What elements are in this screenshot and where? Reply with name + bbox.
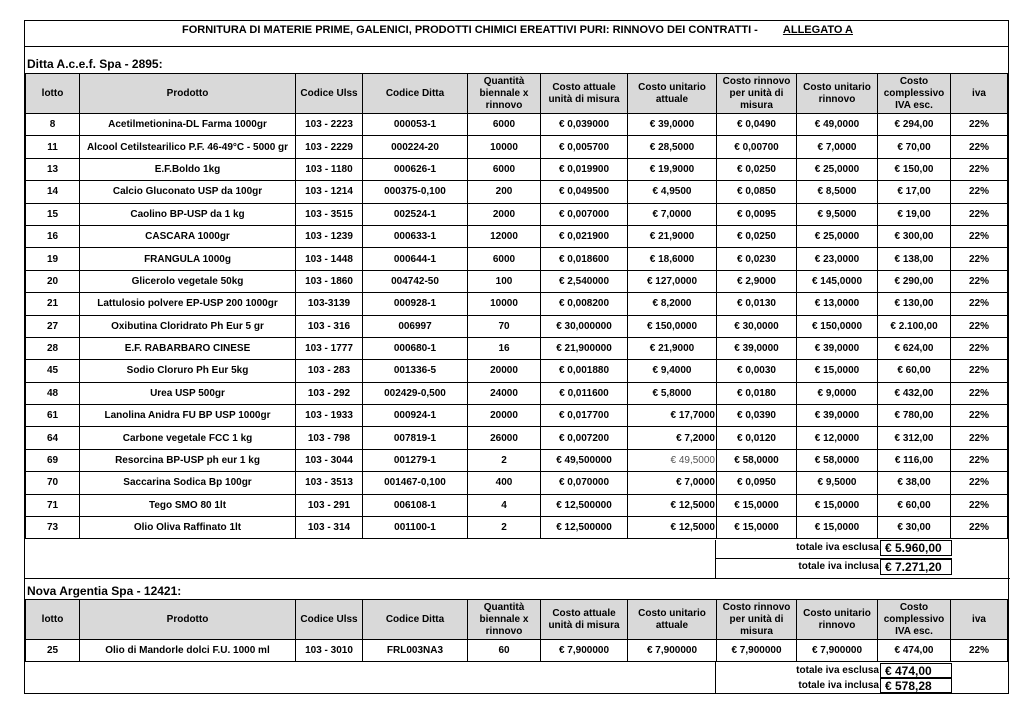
cell-costo-complessivo: € 312,00 xyxy=(878,427,951,449)
cell-costo-attuale-um: € 0,008200 xyxy=(541,293,628,315)
cell-costo-attuale-um: € 0,021900 xyxy=(541,225,628,247)
cell-costo-unitario-attuale: € 8,2000 xyxy=(628,293,717,315)
column-header-codice-ditta: Codice Ditta xyxy=(363,600,468,640)
table-row xyxy=(26,293,1008,315)
table-body xyxy=(26,640,1008,662)
title-text: FORNITURA DI MATERIE PRIME, GALENICI, PRODOTTI CHIMICI EREATTIVI PURI: RINNOVO DEI CONTRATTI - xyxy=(181,24,758,36)
cell-costo-complessivo: € 624,00 xyxy=(878,337,951,359)
document-frame xyxy=(24,20,1009,694)
cell-costo-unitario-attuale: € 7,900000 xyxy=(628,640,717,662)
cell-costo-unitario-attuale: € 12,5000 xyxy=(628,517,717,539)
cell-lotto: 70 xyxy=(26,472,80,494)
cell-costo-attuale-um: € 0,011600 xyxy=(541,382,628,404)
cell-costo-complessivo: € 38,00 xyxy=(878,472,951,494)
cell-prodotto: E.F.Boldo 1kg xyxy=(80,158,296,180)
table-row xyxy=(26,270,1008,292)
cell-costo-complessivo: € 150,00 xyxy=(878,158,951,180)
cell-costo-unitario-rinnovo: € 7,0000 xyxy=(797,136,878,158)
total-incl-value: € 578,28 xyxy=(880,678,952,693)
cell-costo-rinnovo-um: € 0,0030 xyxy=(717,360,797,382)
cell-costo-unitario-rinnovo: € 39,0000 xyxy=(797,337,878,359)
cell-prodotto: Lattulosio polvere EP-USP 200 1000gr xyxy=(80,293,296,315)
cell-prodotto: Tego SMO 80 1lt xyxy=(80,494,296,516)
cell-lotto: 20 xyxy=(26,270,80,292)
column-header-codice-ulss: Codice Ulss xyxy=(296,600,363,640)
cell-costo-complessivo: € 2.100,00 xyxy=(878,315,951,337)
cell-costo-complessivo: € 70,00 xyxy=(878,136,951,158)
cell-prodotto: Oxibutina Cloridrato Ph Eur 5 gr xyxy=(80,315,296,337)
cell-costo-unitario-rinnovo: € 9,0000 xyxy=(797,382,878,404)
cell-costo-rinnovo-um: € 0,0250 xyxy=(717,158,797,180)
cell-codice-ditta: 006997 xyxy=(363,315,468,337)
cell-costo-complessivo: € 60,00 xyxy=(878,494,951,516)
cell-iva: 22% xyxy=(951,427,1008,449)
cell-costo-rinnovo-um: € 0,00700 xyxy=(717,136,797,158)
cell-costo-unitario-rinnovo: € 9,5000 xyxy=(797,472,878,494)
column-header-costo-unitario-attuale: Costo unitario attuale xyxy=(628,600,717,640)
cell-iva: 22% xyxy=(951,494,1008,516)
cell-codice-ulss: 103 - 1860 xyxy=(296,270,363,292)
cell-codice-ditta: 000680-1 xyxy=(363,337,468,359)
cell-codice-ulss: 103 - 3515 xyxy=(296,203,363,225)
totals-left-rule xyxy=(715,662,716,694)
cell-iva: 22% xyxy=(951,449,1008,471)
cell-costo-unitario-rinnovo: € 25,0000 xyxy=(797,225,878,247)
cell-quantita: 100 xyxy=(468,270,541,292)
table-row xyxy=(26,449,1008,471)
cell-costo-attuale-um: € 0,019900 xyxy=(541,158,628,180)
cell-iva: 22% xyxy=(951,158,1008,180)
section-divider xyxy=(25,578,1010,579)
totals-divider xyxy=(715,558,952,559)
cell-iva: 22% xyxy=(951,203,1008,225)
table-row xyxy=(26,494,1008,516)
allegato-label: ALLEGATO A xyxy=(782,24,853,36)
column-header-costo-complessivo: Costo complessivo IVA esc. xyxy=(878,600,951,640)
column-header-quantita: Quantità biennale x rinnovo xyxy=(468,74,541,114)
cell-lotto: 13 xyxy=(26,158,80,180)
table-row xyxy=(26,225,1008,247)
cell-costo-attuale-um: € 0,049500 xyxy=(541,181,628,203)
cell-codice-ulss: 103 - 1448 xyxy=(296,248,363,270)
cell-costo-rinnovo-um: € 0,0095 xyxy=(717,203,797,225)
cell-costo-unitario-attuale: € 21,9000 xyxy=(628,337,717,359)
cell-costo-unitario-attuale: € 7,0000 xyxy=(628,472,717,494)
cell-prodotto: Sodio Cloruro Ph Eur 5kg xyxy=(80,360,296,382)
cell-codice-ulss: 103 - 3513 xyxy=(296,472,363,494)
cell-costo-unitario-rinnovo: € 15,0000 xyxy=(797,360,878,382)
table-header-row xyxy=(26,600,1008,640)
cell-costo-attuale-um: € 0,001880 xyxy=(541,360,628,382)
cell-iva: 22% xyxy=(951,337,1008,359)
cell-codice-ulss: 103 - 292 xyxy=(296,382,363,404)
cell-costo-attuale-um: € 0,007000 xyxy=(541,203,628,225)
cell-lotto: 61 xyxy=(26,405,80,427)
cell-codice-ulss: 103 - 1777 xyxy=(296,337,363,359)
column-header-prodotto: Prodotto xyxy=(80,74,296,114)
cell-costo-unitario-rinnovo: € 25,0000 xyxy=(797,158,878,180)
total-excl-value: € 474,00 xyxy=(880,663,952,678)
cell-costo-complessivo: € 300,00 xyxy=(878,225,951,247)
totals-left-rule xyxy=(715,540,716,578)
cell-codice-ditta: FRL003NA3 xyxy=(363,640,468,662)
cell-costo-complessivo: € 60,00 xyxy=(878,360,951,382)
cell-costo-unitario-rinnovo: € 49,0000 xyxy=(797,114,878,136)
cell-prodotto: Saccarina Sodica Bp 100gr xyxy=(80,472,296,494)
table-row xyxy=(26,158,1008,180)
cell-quantita: 400 xyxy=(468,472,541,494)
cell-costo-complessivo: € 19,00 xyxy=(878,203,951,225)
cell-codice-ditta: 000375-0,100 xyxy=(363,181,468,203)
cell-costo-rinnovo-um: € 30,0000 xyxy=(717,315,797,337)
column-header-costo-attuale-um: Costo attuale unità di misura xyxy=(541,600,628,640)
column-header-codice-ditta: Codice Ditta xyxy=(363,74,468,114)
cell-quantita: 4 xyxy=(468,494,541,516)
cell-costo-unitario-attuale: € 12,5000 xyxy=(628,494,717,516)
cell-costo-unitario-rinnovo: € 15,0000 xyxy=(797,517,878,539)
cell-codice-ulss: 103 - 2229 xyxy=(296,136,363,158)
cell-costo-unitario-rinnovo: € 15,0000 xyxy=(797,494,878,516)
cell-costo-unitario-attuale: € 17,7000 xyxy=(628,405,717,427)
cell-codice-ditta: 002524-1 xyxy=(363,203,468,225)
total-incl-label: totale iva inclusa xyxy=(798,680,879,691)
table-body xyxy=(26,114,1008,539)
cell-codice-ulss: 103 - 1180 xyxy=(296,158,363,180)
cell-iva: 22% xyxy=(951,472,1008,494)
cell-quantita: 26000 xyxy=(468,427,541,449)
document-title xyxy=(25,24,1010,36)
cell-codice-ulss: 103 - 3044 xyxy=(296,449,363,471)
cell-quantita: 200 xyxy=(468,181,541,203)
cell-iva: 22% xyxy=(951,293,1008,315)
cell-costo-attuale-um: € 7,900000 xyxy=(541,640,628,662)
cell-costo-unitario-rinnovo: € 39,0000 xyxy=(797,405,878,427)
cell-prodotto: Olio di Mandorle dolci F.U. 1000 ml xyxy=(80,640,296,662)
cell-costo-rinnovo-um: € 15,0000 xyxy=(717,517,797,539)
cell-costo-rinnovo-um: € 0,0390 xyxy=(717,405,797,427)
cell-codice-ditta: 001100-1 xyxy=(363,517,468,539)
cell-codice-ditta: 001467-0,100 xyxy=(363,472,468,494)
column-header-costo-rinnovo-um: Costo rinnovo per unità di misura xyxy=(717,600,797,640)
cell-costo-unitario-rinnovo: € 8,5000 xyxy=(797,181,878,203)
table-row xyxy=(26,203,1008,225)
cell-costo-attuale-um: € 12,500000 xyxy=(541,494,628,516)
cell-costo-rinnovo-um: € 0,0180 xyxy=(717,382,797,404)
cell-costo-rinnovo-um: € 15,0000 xyxy=(717,494,797,516)
column-header-iva: iva xyxy=(951,74,1008,114)
cell-quantita: 24000 xyxy=(468,382,541,404)
table-row xyxy=(26,181,1008,203)
cell-codice-ulss: 103 - 1214 xyxy=(296,181,363,203)
cell-prodotto: CASCARA 1000gr xyxy=(80,225,296,247)
table-row xyxy=(26,427,1008,449)
cell-prodotto: Olio Oliva Raffinato 1lt xyxy=(80,517,296,539)
table-row xyxy=(26,405,1008,427)
cell-costo-rinnovo-um: € 0,0120 xyxy=(717,427,797,449)
cell-lotto: 48 xyxy=(26,382,80,404)
column-header-quantita: Quantità biennale x rinnovo xyxy=(468,600,541,640)
cell-costo-rinnovo-um: € 0,0490 xyxy=(717,114,797,136)
cell-quantita: 6000 xyxy=(468,158,541,180)
cell-costo-complessivo: € 294,00 xyxy=(878,114,951,136)
cell-lotto: 11 xyxy=(26,136,80,158)
cell-costo-unitario-attuale: € 39,0000 xyxy=(628,114,717,136)
cell-costo-attuale-um: € 0,017700 xyxy=(541,405,628,427)
products-table-acef xyxy=(25,73,1008,539)
cell-costo-unitario-attuale: € 5,8000 xyxy=(628,382,717,404)
total-excl-label: totale iva esclusa xyxy=(796,542,879,553)
cell-codice-ulss: 103 - 1239 xyxy=(296,225,363,247)
cell-costo-unitario-attuale: € 19,9000 xyxy=(628,158,717,180)
cell-codice-ulss: 103 - 798 xyxy=(296,427,363,449)
cell-costo-unitario-rinnovo: € 23,0000 xyxy=(797,248,878,270)
cell-iva: 22% xyxy=(951,360,1008,382)
cell-costo-unitario-rinnovo: € 58,0000 xyxy=(797,449,878,471)
cell-costo-unitario-attuale: € 21,9000 xyxy=(628,225,717,247)
cell-iva: 22% xyxy=(951,382,1008,404)
cell-codice-ulss: 103 - 283 xyxy=(296,360,363,382)
cell-quantita: 2000 xyxy=(468,203,541,225)
cell-costo-unitario-attuale: € 7,0000 xyxy=(628,203,717,225)
cell-prodotto: Lanolina Anidra FU BP USP 1000gr xyxy=(80,405,296,427)
cell-costo-attuale-um: € 49,500000 xyxy=(541,449,628,471)
cell-costo-rinnovo-um: € 2,9000 xyxy=(717,270,797,292)
cell-prodotto: Glicerolo vegetale 50kg xyxy=(80,270,296,292)
cell-iva: 22% xyxy=(951,640,1008,662)
cell-costo-attuale-um: € 0,070000 xyxy=(541,472,628,494)
cell-costo-complessivo: € 130,00 xyxy=(878,293,951,315)
cell-quantita: 70 xyxy=(468,315,541,337)
cell-codice-ditta: 000053-1 xyxy=(363,114,468,136)
cell-costo-rinnovo-um: € 0,0950 xyxy=(717,472,797,494)
cell-iva: 22% xyxy=(951,114,1008,136)
cell-quantita: 10000 xyxy=(468,136,541,158)
title-divider xyxy=(25,46,1008,47)
cell-codice-ulss: 103-3139 xyxy=(296,293,363,315)
cell-prodotto: Alcool Cetilstearilico P.F. 46-49°C - 5000 gr xyxy=(80,136,296,158)
cell-codice-ditta: 006108-1 xyxy=(363,494,468,516)
column-header-prodotto: Prodotto xyxy=(80,600,296,640)
table-row xyxy=(26,517,1008,539)
cell-costo-unitario-rinnovo: € 7,900000 xyxy=(797,640,878,662)
cell-costo-rinnovo-um: € 0,0230 xyxy=(717,248,797,270)
cell-quantita: 2 xyxy=(468,517,541,539)
cell-costo-unitario-attuale: € 7,2000 xyxy=(628,427,717,449)
cell-prodotto: Caolino BP-USP da 1 kg xyxy=(80,203,296,225)
total-incl-label: totale iva inclusa xyxy=(798,561,879,572)
table-row xyxy=(26,360,1008,382)
cell-costo-complessivo: € 290,00 xyxy=(878,270,951,292)
table-header-row xyxy=(26,74,1008,114)
cell-lotto: 21 xyxy=(26,293,80,315)
cell-costo-rinnovo-um: € 0,0130 xyxy=(717,293,797,315)
cell-costo-attuale-um: € 0,007200 xyxy=(541,427,628,449)
column-header-costo-unitario-rinnovo: Costo unitario rinnovo xyxy=(797,74,878,114)
cell-codice-ulss: 103 - 2223 xyxy=(296,114,363,136)
column-header-costo-unitario-rinnovo: Costo unitario rinnovo xyxy=(797,600,878,640)
cell-lotto: 8 xyxy=(26,114,80,136)
cell-iva: 22% xyxy=(951,248,1008,270)
cell-codice-ditta: 001279-1 xyxy=(363,449,468,471)
cell-codice-ulss: 103 - 314 xyxy=(296,517,363,539)
cell-quantita: 10000 xyxy=(468,293,541,315)
column-header-costo-unitario-attuale: Costo unitario attuale xyxy=(628,74,717,114)
cell-costo-attuale-um: € 0,039000 xyxy=(541,114,628,136)
cell-codice-ditta: 004742-50 xyxy=(363,270,468,292)
cell-costo-unitario-rinnovo: € 13,0000 xyxy=(797,293,878,315)
cell-iva: 22% xyxy=(951,225,1008,247)
cell-iva: 22% xyxy=(951,315,1008,337)
cell-codice-ditta: 007819-1 xyxy=(363,427,468,449)
cell-costo-unitario-attuale: € 9,4000 xyxy=(628,360,717,382)
table-row xyxy=(26,382,1008,404)
cell-codice-ulss: 103 - 1933 xyxy=(296,405,363,427)
products-table-nova xyxy=(25,599,1008,662)
cell-lotto: 27 xyxy=(26,315,80,337)
cell-costo-attuale-um: € 2,540000 xyxy=(541,270,628,292)
section-title-nova: Nova Argentia Spa - 12421: xyxy=(27,584,182,598)
cell-prodotto: Acetilmetionina-DL Farma 1000gr xyxy=(80,114,296,136)
table-row xyxy=(26,640,1008,662)
column-header-costo-rinnovo-um: Costo rinnovo per unità di misura xyxy=(717,74,797,114)
table-row xyxy=(26,315,1008,337)
cell-quantita: 2 xyxy=(468,449,541,471)
cell-prodotto: Calcio Gluconato USP da 100gr xyxy=(80,181,296,203)
cell-costo-attuale-um: € 0,005700 xyxy=(541,136,628,158)
section-title-acef: Ditta A.c.e.f. Spa - 2895: xyxy=(27,57,163,71)
cell-costo-unitario-attuale: € 150,0000 xyxy=(628,315,717,337)
cell-costo-complessivo: € 432,00 xyxy=(878,382,951,404)
cell-codice-ditta: 000224-20 xyxy=(363,136,468,158)
cell-iva: 22% xyxy=(951,405,1008,427)
cell-quantita: 20000 xyxy=(468,405,541,427)
table-row xyxy=(26,337,1008,359)
cell-prodotto: Carbone vegetale FCC 1 kg xyxy=(80,427,296,449)
table-row xyxy=(26,248,1008,270)
totals-nova xyxy=(25,662,1010,694)
cell-costo-attuale-um: € 21,900000 xyxy=(541,337,628,359)
cell-costo-unitario-rinnovo: € 12,0000 xyxy=(797,427,878,449)
cell-lotto: 45 xyxy=(26,360,80,382)
total-excl-value: € 5.960,00 xyxy=(880,540,952,556)
total-excl-label: totale iva esclusa xyxy=(796,665,879,676)
cell-prodotto: FRANGULA 1000g xyxy=(80,248,296,270)
totals-acef xyxy=(25,540,1010,580)
column-header-codice-ulss: Codice Ulss xyxy=(296,74,363,114)
cell-prodotto: Urea USP 500gr xyxy=(80,382,296,404)
table-row xyxy=(26,472,1008,494)
cell-lotto: 19 xyxy=(26,248,80,270)
cell-lotto: 64 xyxy=(26,427,80,449)
cell-costo-rinnovo-um: € 58,0000 xyxy=(717,449,797,471)
cell-costo-complessivo: € 30,00 xyxy=(878,517,951,539)
cell-costo-complessivo: € 780,00 xyxy=(878,405,951,427)
cell-costo-rinnovo-um: € 7,900000 xyxy=(717,640,797,662)
cell-costo-rinnovo-um: € 0,0250 xyxy=(717,225,797,247)
cell-costo-unitario-attuale: € 127,0000 xyxy=(628,270,717,292)
cell-costo-unitario-attuale: € 4,9500 xyxy=(628,181,717,203)
cell-codice-ditta: 001336-5 xyxy=(363,360,468,382)
column-header-lotto: lotto xyxy=(26,600,80,640)
table-row xyxy=(26,114,1008,136)
cell-iva: 22% xyxy=(951,517,1008,539)
cell-quantita: 12000 xyxy=(468,225,541,247)
cell-lotto: 69 xyxy=(26,449,80,471)
cell-costo-unitario-rinnovo: € 145,0000 xyxy=(797,270,878,292)
cell-costo-rinnovo-um: € 0,0850 xyxy=(717,181,797,203)
cell-lotto: 73 xyxy=(26,517,80,539)
cell-lotto: 28 xyxy=(26,337,80,359)
cell-codice-ditta: 000633-1 xyxy=(363,225,468,247)
table-row xyxy=(26,136,1008,158)
cell-quantita: 20000 xyxy=(468,360,541,382)
column-header-lotto: lotto xyxy=(26,74,80,114)
cell-prodotto: Resorcina BP-USP ph eur 1 kg xyxy=(80,449,296,471)
column-header-costo-attuale-um: Costo attuale unità di misura xyxy=(541,74,628,114)
cell-codice-ulss: 103 - 316 xyxy=(296,315,363,337)
column-header-iva: iva xyxy=(951,600,1008,640)
cell-quantita: 60 xyxy=(468,640,541,662)
cell-codice-ditta: 000626-1 xyxy=(363,158,468,180)
cell-costo-unitario-attuale: € 28,5000 xyxy=(628,136,717,158)
cell-quantita: 6000 xyxy=(468,248,541,270)
cell-codice-ulss: 103 - 291 xyxy=(296,494,363,516)
cell-costo-attuale-um: € 30,000000 xyxy=(541,315,628,337)
cell-costo-unitario-attuale: € 49,5000 xyxy=(628,449,717,471)
cell-quantita: 6000 xyxy=(468,114,541,136)
cell-prodotto: E.F. RABARBARO CINESE xyxy=(80,337,296,359)
cell-costo-complessivo: € 17,00 xyxy=(878,181,951,203)
cell-costo-attuale-um: € 0,018600 xyxy=(541,248,628,270)
cell-costo-complessivo: € 116,00 xyxy=(878,449,951,471)
cell-codice-ditta: 000924-1 xyxy=(363,405,468,427)
cell-costo-unitario-attuale: € 18,6000 xyxy=(628,248,717,270)
cell-iva: 22% xyxy=(951,136,1008,158)
cell-codice-ditta: 002429-0,500 xyxy=(363,382,468,404)
total-incl-value: € 7.271,20 xyxy=(880,559,952,575)
cell-costo-attuale-um: € 12,500000 xyxy=(541,517,628,539)
cell-iva: 22% xyxy=(951,270,1008,292)
cell-costo-unitario-rinnovo: € 150,0000 xyxy=(797,315,878,337)
cell-costo-complessivo: € 138,00 xyxy=(878,248,951,270)
cell-costo-unitario-rinnovo: € 9,5000 xyxy=(797,203,878,225)
cell-lotto: 16 xyxy=(26,225,80,247)
cell-iva: 22% xyxy=(951,181,1008,203)
cell-lotto: 25 xyxy=(26,640,80,662)
column-header-costo-complessivo: Costo complessivo IVA esc. xyxy=(878,74,951,114)
cell-codice-ditta: 000928-1 xyxy=(363,293,468,315)
cell-codice-ditta: 000644-1 xyxy=(363,248,468,270)
cell-costo-complessivo: € 474,00 xyxy=(878,640,951,662)
cell-lotto: 15 xyxy=(26,203,80,225)
cell-codice-ulss: 103 - 3010 xyxy=(296,640,363,662)
cell-costo-rinnovo-um: € 39,0000 xyxy=(717,337,797,359)
cell-quantita: 16 xyxy=(468,337,541,359)
cell-lotto: 71 xyxy=(26,494,80,516)
cell-lotto: 14 xyxy=(26,181,80,203)
